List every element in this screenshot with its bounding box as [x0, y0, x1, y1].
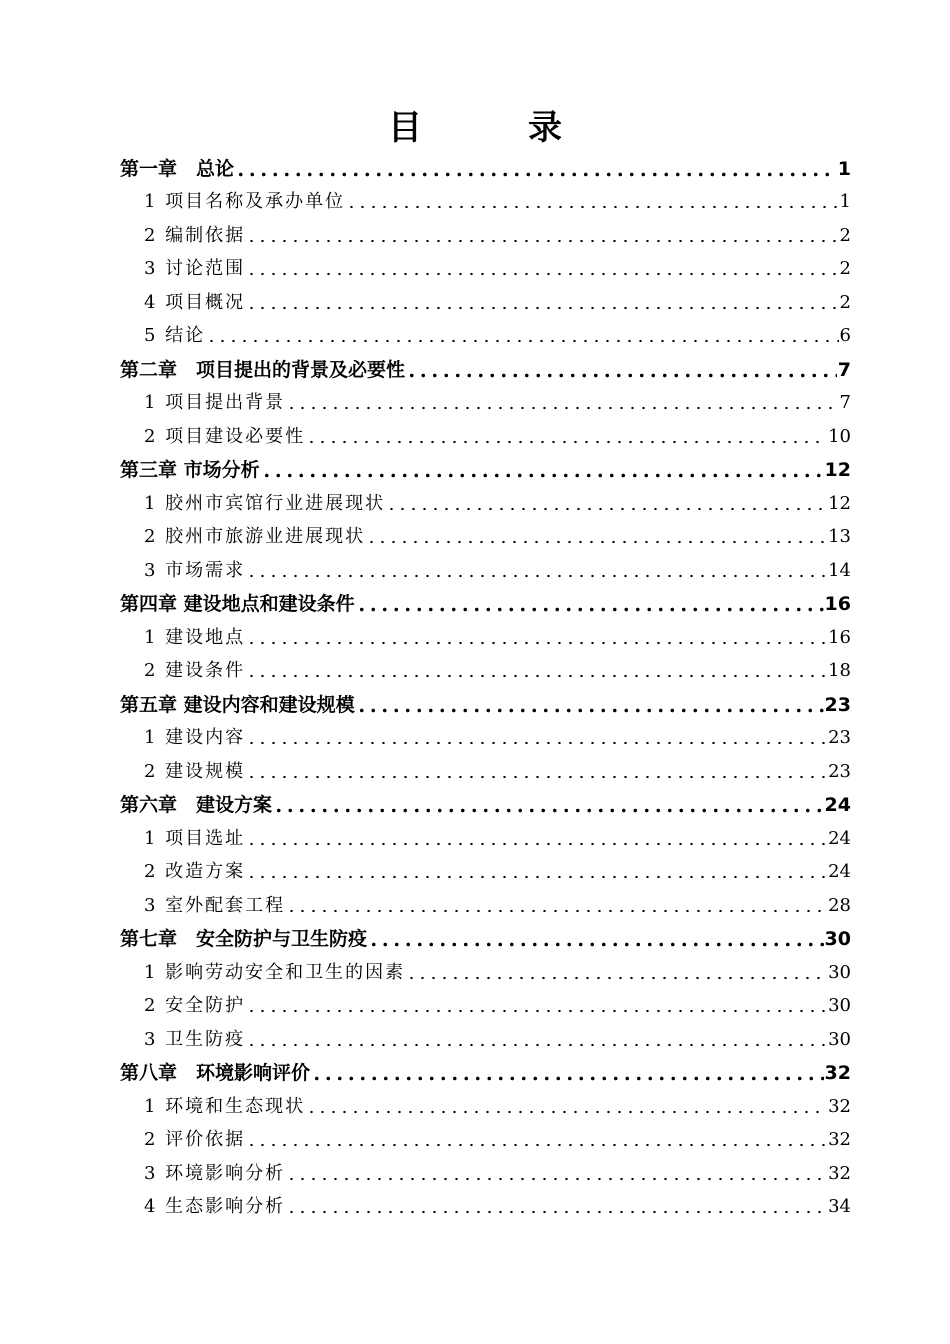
dot-leader — [246, 574, 827, 578]
toc-entry-page-number: 2 — [839, 224, 851, 246]
dot-leader — [261, 473, 824, 478]
toc-entry-label: 第五章 建设内容和建设规模 — [120, 693, 355, 716]
toc-section-entry[interactable] — [120, 316, 851, 350]
toc-entry-page-number: 32 — [824, 1062, 851, 1084]
toc-section-entry[interactable] — [120, 617, 851, 651]
toc-entry-page-number: 23 — [824, 693, 851, 716]
toc-entry-page-number: 23 — [828, 727, 851, 748]
dot-leader — [356, 607, 824, 612]
toc-entry-label: 5 结论 — [144, 325, 206, 346]
dot-leader — [366, 540, 827, 544]
dot-leader — [386, 507, 827, 511]
toc-entry-label: 2 评价依据 — [144, 1129, 246, 1150]
toc-entry-page-number: 12 — [824, 459, 851, 481]
dot-leader — [286, 909, 827, 913]
toc-entry-label: 第七章 安全防护与卫生防疫 — [120, 928, 368, 950]
toc-section-entry[interactable] — [120, 483, 851, 517]
toc-entry-page-number: 13 — [828, 526, 851, 547]
dot-leader — [206, 339, 838, 343]
toc-section-entry[interactable] — [120, 1153, 851, 1187]
toc-chapter-entry[interactable] — [120, 349, 851, 383]
toc-section-entry[interactable] — [120, 718, 851, 752]
dot-leader — [311, 1076, 824, 1081]
toc-entry-label: 3 环境影响分析 — [144, 1162, 286, 1184]
toc-entry-page-number: 12 — [828, 492, 851, 514]
toc-entry-label: 1 项目名称及承办单位 — [144, 191, 346, 212]
toc-entry-page-number: 7 — [839, 392, 851, 413]
toc-section-entry[interactable] — [120, 1086, 851, 1120]
toc-chapter-entry[interactable] — [120, 1053, 851, 1087]
toc-section-entry[interactable] — [120, 215, 851, 249]
dot-leader — [406, 976, 827, 980]
dot-leader — [406, 373, 837, 378]
toc-section-entry[interactable] — [120, 182, 851, 216]
toc-section-entry[interactable] — [120, 249, 851, 283]
dot-leader — [235, 172, 837, 177]
toc-entry-page-number: 32 — [828, 1129, 851, 1150]
toc-entry-label: 第六章 建设方案 — [120, 794, 273, 816]
toc-section-entry[interactable] — [120, 651, 851, 685]
dot-leader — [273, 808, 824, 813]
dot-leader — [246, 741, 827, 745]
dot-leader — [246, 875, 827, 879]
toc-entry-label: 2 项目建设必要性 — [144, 425, 306, 447]
toc-chapter-entry[interactable] — [120, 919, 851, 953]
dot-leader — [306, 440, 827, 444]
toc-entry-page-number: 30 — [828, 995, 851, 1016]
dot-leader — [246, 674, 827, 678]
toc-section-entry[interactable] — [120, 885, 851, 919]
dot-leader — [306, 1110, 827, 1114]
dot-leader — [356, 708, 824, 713]
dot-leader — [286, 1210, 827, 1214]
toc-entry-page-number: 28 — [828, 894, 851, 916]
toc-section-entry[interactable] — [120, 550, 851, 584]
dot-leader — [246, 775, 827, 779]
toc-entry-page-number: 14 — [828, 559, 851, 581]
toc-chapter-entry[interactable] — [120, 148, 851, 182]
toc-entry-label: 1 影响劳动安全和卫生的因素 — [144, 961, 406, 983]
toc-section-entry[interactable] — [120, 952, 851, 986]
dot-leader — [246, 239, 838, 243]
toc-entry-label: 3 市场需求 — [144, 559, 246, 581]
dot-leader — [246, 272, 838, 276]
dot-leader — [246, 306, 838, 310]
toc-section-entry[interactable] — [120, 751, 851, 785]
toc-entry-page-number: 2 — [839, 258, 851, 279]
toc-section-entry[interactable] — [120, 416, 851, 450]
table-of-contents — [120, 148, 851, 1220]
toc-entry-page-number: 24 — [828, 827, 851, 849]
dot-leader — [286, 406, 838, 410]
toc-entry-label: 4 项目概况 — [144, 291, 246, 313]
toc-entry-label: 3 室外配套工程 — [144, 894, 286, 916]
toc-section-entry[interactable] — [120, 986, 851, 1020]
toc-entry-label: 2 改造方案 — [144, 861, 246, 882]
toc-entry-page-number: 34 — [828, 1196, 851, 1217]
toc-entry-page-number: 23 — [828, 760, 851, 782]
dot-leader — [246, 641, 827, 645]
toc-entry-page-number: 2 — [839, 291, 851, 313]
toc-entry-label: 2 编制依据 — [144, 224, 246, 246]
toc-entry-page-number: 6 — [839, 325, 851, 346]
toc-entry-label: 1 胶州市宾馆行业进展现状 — [144, 492, 386, 514]
toc-section-entry[interactable] — [120, 1187, 851, 1221]
toc-entry-label: 2 安全防护 — [144, 995, 246, 1016]
toc-entry-page-number: 24 — [824, 794, 851, 816]
toc-entry-label: 3 卫生防疫 — [144, 1028, 246, 1050]
toc-entry-label: 第三章 市场分析 — [120, 459, 260, 481]
toc-section-entry[interactable] — [120, 517, 851, 551]
toc-entry-label: 第一章 总论 — [120, 157, 235, 180]
dot-leader — [246, 1043, 827, 1047]
toc-entry-page-number: 10 — [828, 425, 851, 447]
toc-entry-page-number: 30 — [828, 961, 851, 983]
toc-chapter-entry[interactable] — [120, 584, 851, 618]
dot-leader — [246, 1009, 827, 1013]
toc-section-entry[interactable] — [120, 1120, 851, 1154]
toc-entry-label: 第四章 建设地点和建设条件 — [120, 593, 355, 615]
toc-entry-page-number: 1 — [837, 157, 851, 180]
toc-entry-page-number: 32 — [828, 1162, 851, 1184]
toc-section-entry[interactable] — [120, 282, 851, 316]
toc-chapter-entry[interactable] — [120, 785, 851, 819]
toc-entry-label: 1 环境和生态现状 — [144, 1095, 306, 1117]
toc-entry-page-number: 24 — [828, 861, 851, 882]
toc-entry-label: 1 建设内容 — [144, 727, 246, 748]
toc-entry-page-number: 1 — [839, 191, 851, 212]
toc-entry-label: 2 胶州市旅游业进展现状 — [144, 526, 366, 547]
toc-entry-label: 第二章 项目提出的背景及必要性 — [120, 358, 406, 381]
dot-leader — [286, 1177, 827, 1181]
toc-entry-label: 2 建设条件 — [144, 660, 246, 681]
toc-section-entry[interactable] — [120, 852, 851, 886]
toc-section-entry[interactable] — [120, 1019, 851, 1053]
toc-entry-label: 4 生态影响分析 — [144, 1196, 286, 1217]
toc-chapter-entry[interactable] — [120, 450, 851, 484]
toc-section-entry[interactable] — [120, 383, 851, 417]
toc-entry-label: 1 建设地点 — [144, 626, 246, 648]
dot-leader — [246, 842, 827, 846]
toc-entry-page-number: 18 — [828, 660, 851, 681]
toc-entry-page-number: 30 — [828, 1028, 851, 1050]
toc-entry-page-number: 16 — [828, 626, 851, 648]
toc-entry-page-number: 30 — [824, 928, 851, 950]
dot-leader — [368, 942, 824, 947]
toc-entry-label: 1 项目选址 — [144, 827, 246, 849]
toc-entry-label: 1 项目提出背景 — [144, 392, 286, 413]
toc-section-entry[interactable] — [120, 818, 851, 852]
toc-entry-page-number: 32 — [828, 1095, 851, 1117]
toc-entry-label: 第八章 环境影响评价 — [120, 1062, 311, 1084]
toc-chapter-entry[interactable] — [120, 684, 851, 718]
toc-entry-page-number: 16 — [824, 593, 851, 615]
dot-leader — [246, 1143, 827, 1147]
toc-entry-label: 2 建设规模 — [144, 760, 246, 782]
dot-leader — [346, 205, 838, 209]
toc-entry-page-number: 7 — [837, 358, 851, 381]
toc-title: 目 录 — [388, 108, 598, 148]
toc-entry-label: 3 讨论范围 — [144, 258, 246, 279]
